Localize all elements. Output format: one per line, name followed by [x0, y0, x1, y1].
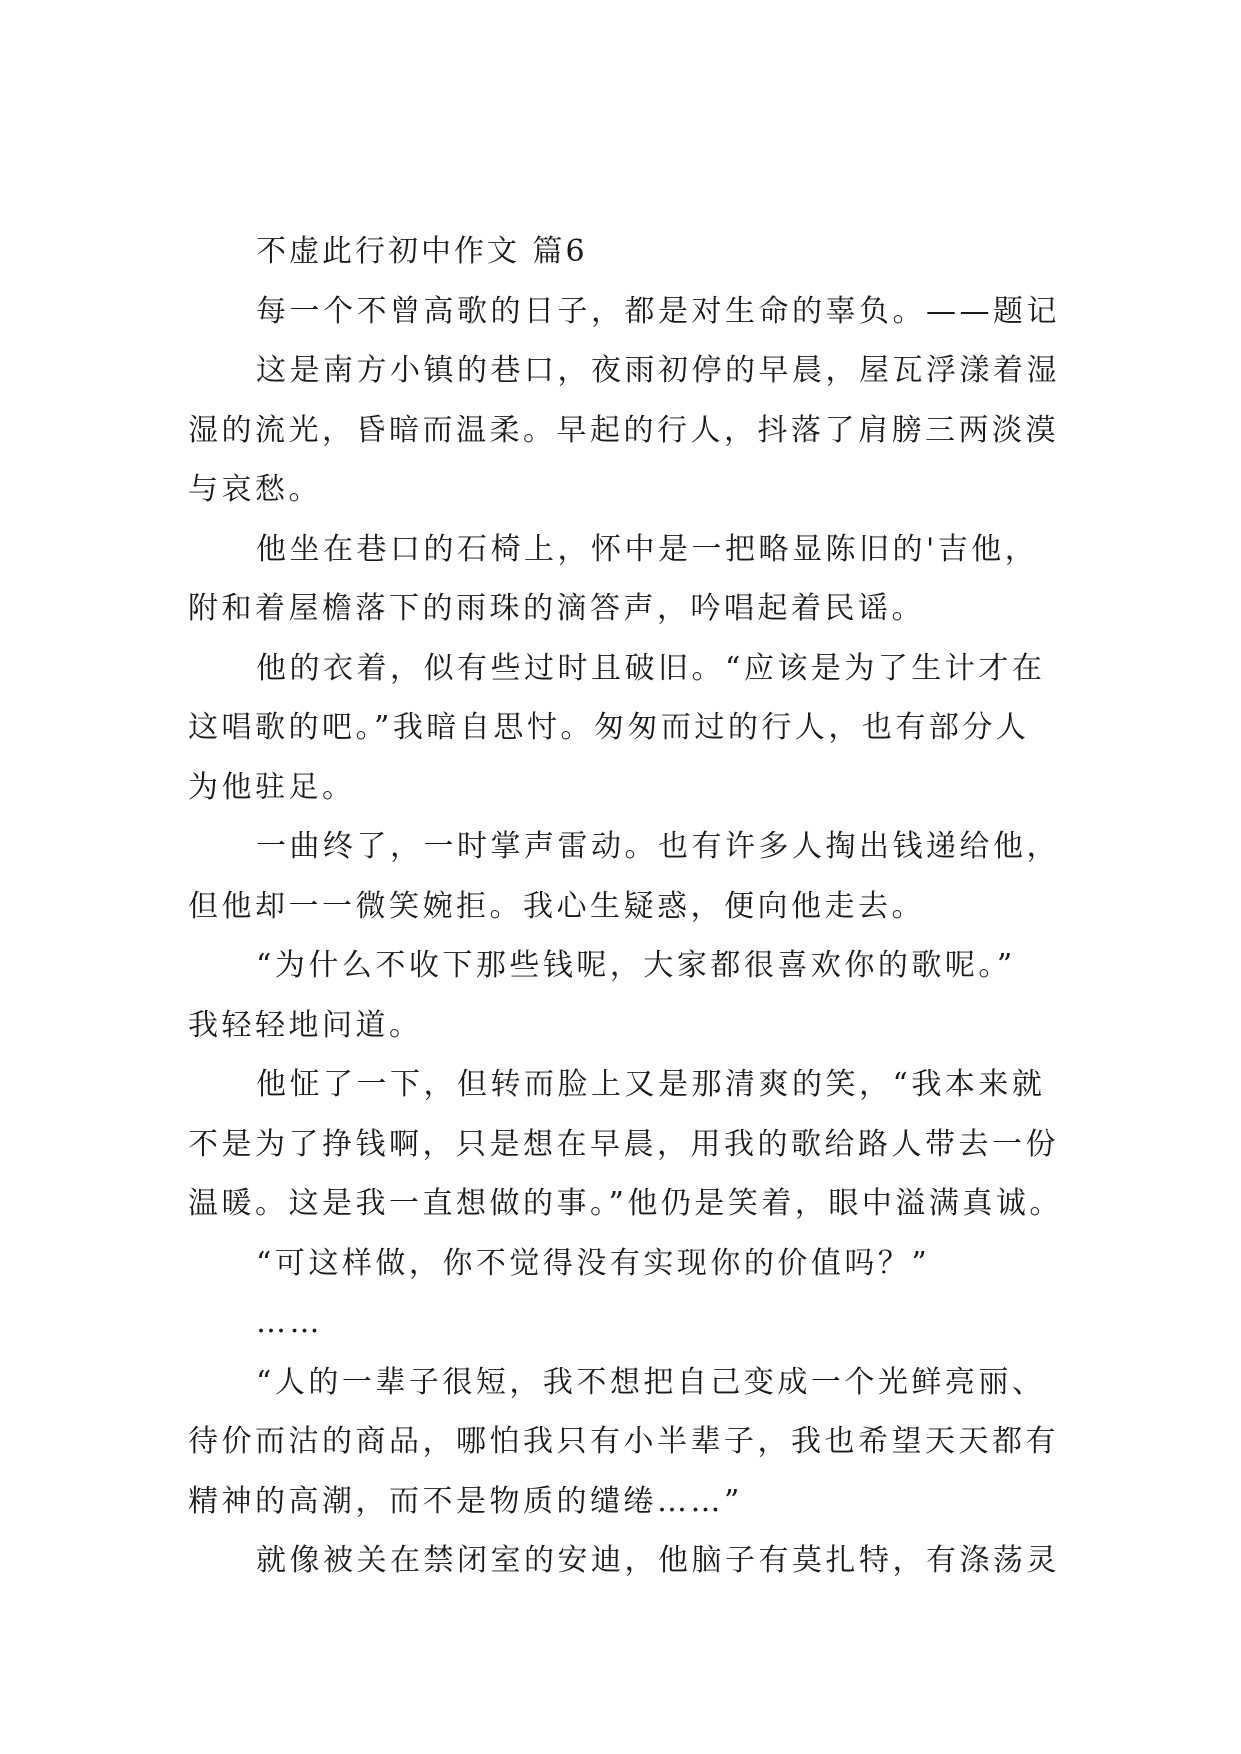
- text-line: 这是南方小镇的巷口，夜雨初停的早晨，屋瓦浮漾着湿: [256, 353, 1060, 388]
- text-line: 他的衣着，似有些过时且破旧。“应该是为了生计才在: [256, 650, 1046, 686]
- text-line: “为什么不收下那些钱呢，大家都很喜欢你的歌呢。”: [256, 948, 1016, 983]
- text-line: 精神的高潮，而不是物质的缱绻……”: [188, 1483, 743, 1519]
- text-line: 湿的流光，昏暗而温柔。早起的行人，抖落了肩膀三两淡漠: [188, 412, 1059, 448]
- essay-title: 不虚此行初中作文 篇6: [256, 234, 588, 269]
- document-body: [188, 222, 1063, 1591]
- ellipsis-line: ……: [256, 1305, 323, 1340]
- text-line: 一曲终了，一时掌声雷动。也有许多人掏出钱递给他，: [256, 829, 1060, 864]
- text-line: 就像被关在禁闭室的安迪，他脑子有莫扎特，有涤荡灵: [256, 1543, 1060, 1578]
- text-line: 这唱歌的吧。”我暗自思忖。匆匆而过的行人，也有部分人: [188, 710, 1030, 745]
- text-line: 温暖。这是我一直想做的事。”他仍是笑着，眼中溢满真诚。: [188, 1186, 1063, 1221]
- text-line: 但他却一一微笑婉拒。我心生疑惑，便向他走去。: [188, 888, 925, 924]
- text-line: 我轻轻地问道。: [188, 1007, 423, 1043]
- text-line: 附和着屋檐落下的雨珠的滴答声，吟唱起着民谣。: [188, 591, 925, 626]
- text-line: 不是为了挣钱啊，只是想在早晨，用我的歌给路人带去一份: [188, 1126, 1059, 1162]
- text-line: “人的一辈子很短，我不想把自己变成一个光鲜亮丽、: [256, 1364, 1046, 1400]
- text-line: 他怔了一下，但转而脸上又是那清爽的笑，“我本来就: [256, 1067, 1046, 1102]
- text-line: “可这样做，你不觉得没有实现你的价值吗？”: [256, 1245, 931, 1281]
- epigraph: 每一个不曾高歌的日子，都是对生命的辜负。——题记: [256, 293, 1060, 329]
- text-line: 与哀愁。: [188, 472, 322, 507]
- text-line: 为他驻足。: [188, 769, 356, 805]
- text-line: 待价而沽的商品，哪怕我只有小半辈子，我也希望天天都有: [188, 1424, 1059, 1459]
- text-line: 他坐在巷口的石椅上，怀中是一把略显陈旧的'吉他，: [256, 531, 1039, 567]
